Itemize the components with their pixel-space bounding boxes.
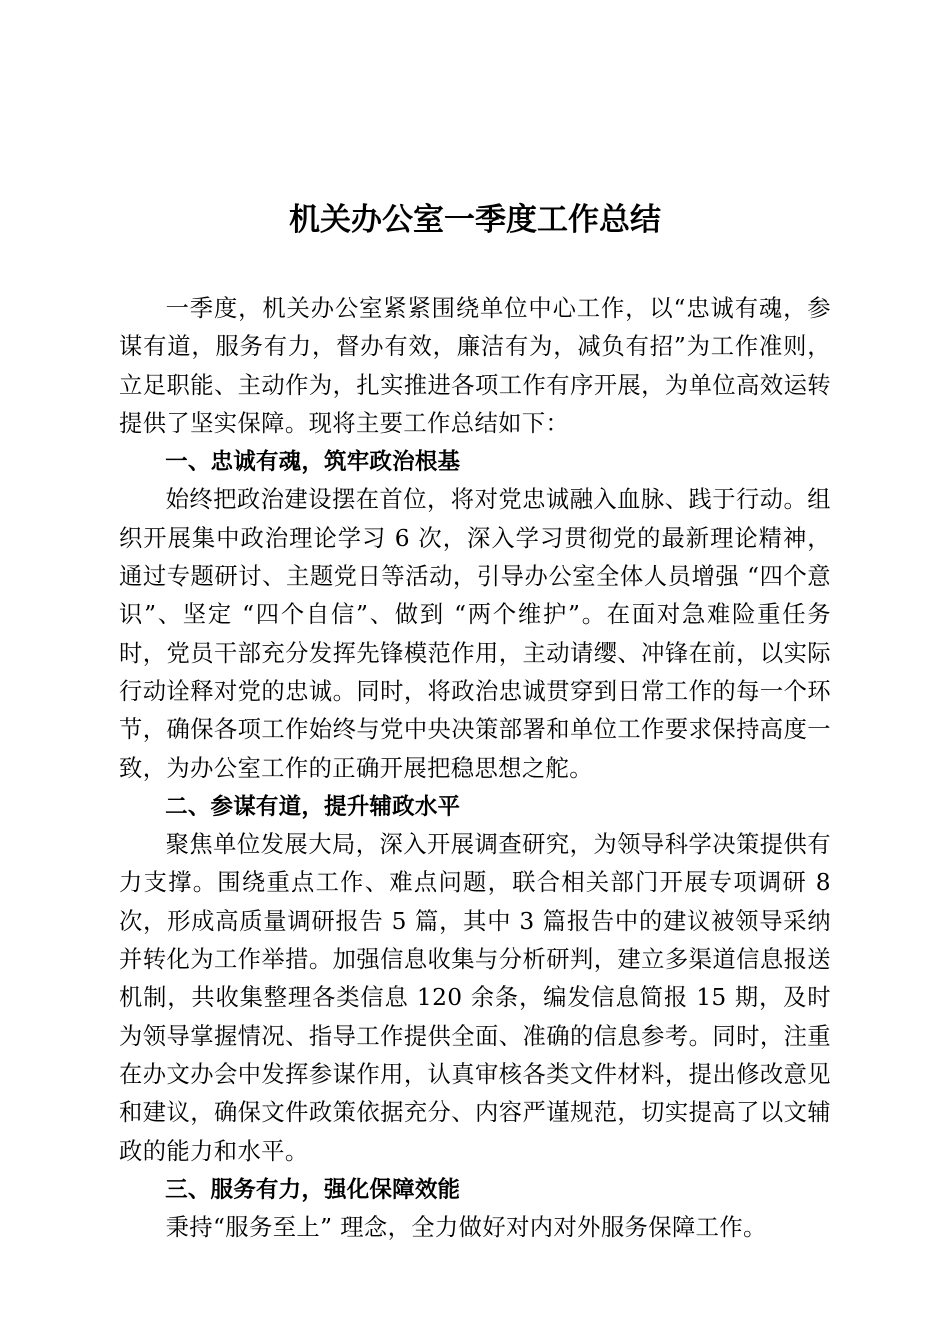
section-body-2: 聚焦单位发展大局，深入开展调查研究，为领导科学决策提供有力支撑。围绕重点工作、难点问题，联合相关部门开展专项调研 8 次，形成高质量调研报告 5 篇，其中 3 篇报告中的建议被领导采纳并转化为工作举措。加强信息收集与分析研判，建立多渠道信息报送机制，共收集整理各类信息 120 余条，编发信息简报 15 期，及时为领导掌握情况、指导工作提供全面、准确的信息参考。同时，注重在办文办会中发挥参谋作用，认真审核各类文件材料，提出修改意见和建议，确保文件政策依据充分、内容严谨规范，切实提高了以文辅政的能力和水平。 [119, 831, 831, 1165]
document-body [119, 290, 831, 1247]
section-heading-3: 三、服务有力，强化保障效能 [165, 1176, 461, 1203]
section-heading-1: 一、忠诚有魂，筑牢政治根基 [165, 449, 461, 476]
document-title: 机关办公室一季度工作总结 [289, 202, 661, 238]
intro-paragraph: 一季度，机关办公室紧紧围绕单位中心工作，以“忠诚有魂，参谋有道，服务有力，督办有效，廉洁有为，减负有招”为工作准则，立足职能、主动作为，扎实推进各项工作有序开展，为单位高效运转提供了坚实保障。现将主要工作总结如下： [119, 295, 831, 437]
section-heading-2: 二、参谋有道，提升辅政水平 [165, 793, 461, 820]
section-body-3: 秉持“服务至上” 理念，全力做好对内对外服务保障工作。 [165, 1214, 767, 1242]
section-body-1: 始终把政治建设摆在首位，将对党忠诚融入血脉、践于行动。组织开展集中政治理论学习 6 次，深入学习贯彻党的最新理论精神，通过专题研讨、主题党日等活动，引导办公室全体人员增强 “四个意识”、坚定 “四个自信”、做到 “两个维护”。在面对急难险重任务时，党员干部充分发挥先锋模范作用，主动请缨、冲锋在前，以实际行动诠释对党的忠诚。同时，将政治忠诚贯穿到日常工作的每一个环节，确保各项工作始终与党中央决策部署和单位工作要求保持高度一致，为办公室工作的正确开展把稳思想之舵。 [119, 486, 831, 782]
